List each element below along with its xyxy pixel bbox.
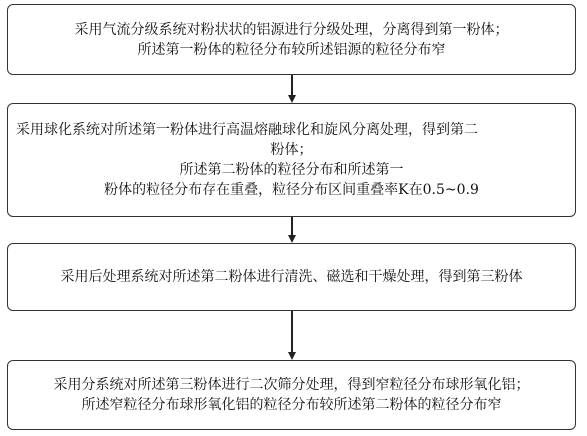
step-4-box xyxy=(7,360,576,430)
step-1-line-2: 所述第一粉体的粒径分布较所述铝源的粒径分布窄 xyxy=(137,41,446,58)
step-2-box xyxy=(7,103,576,217)
step-1-box xyxy=(7,4,576,75)
step-2-line-3: 所述第二粉体的粒径分布和所述第一 xyxy=(179,162,404,178)
step-4-line-1: 采用分系统对所述第三粉体进行二次筛分处理，得到窄粒径分布球形氧化铝； xyxy=(53,377,530,393)
step-4-line-2: 所述窄粒径分布球形氧化铝的粒径分布较所述第二粉体的粒径分布窄 xyxy=(81,397,502,413)
step-1-line-1: 采用气流分级系统对粉状状的铝源进行分级处理，分离得到第一粉体； xyxy=(74,21,509,38)
step-2-line-1: 采用球化系统对所述第一粉体进行高温熔融球化和旋风分离处理，得到第二 xyxy=(16,122,478,138)
step-3-box xyxy=(7,243,576,311)
step-3-line-1: 采用后处理系统对所述第二粉体进行清洗、磁选和干燥处理，得到第三粉体 xyxy=(60,269,523,285)
step-2-line-4: 粉体的粒径分布存在重叠，粒径分布区间重叠率K在0.5~0.9 xyxy=(104,182,479,198)
step-2-line-2: 粉体； xyxy=(270,142,313,158)
